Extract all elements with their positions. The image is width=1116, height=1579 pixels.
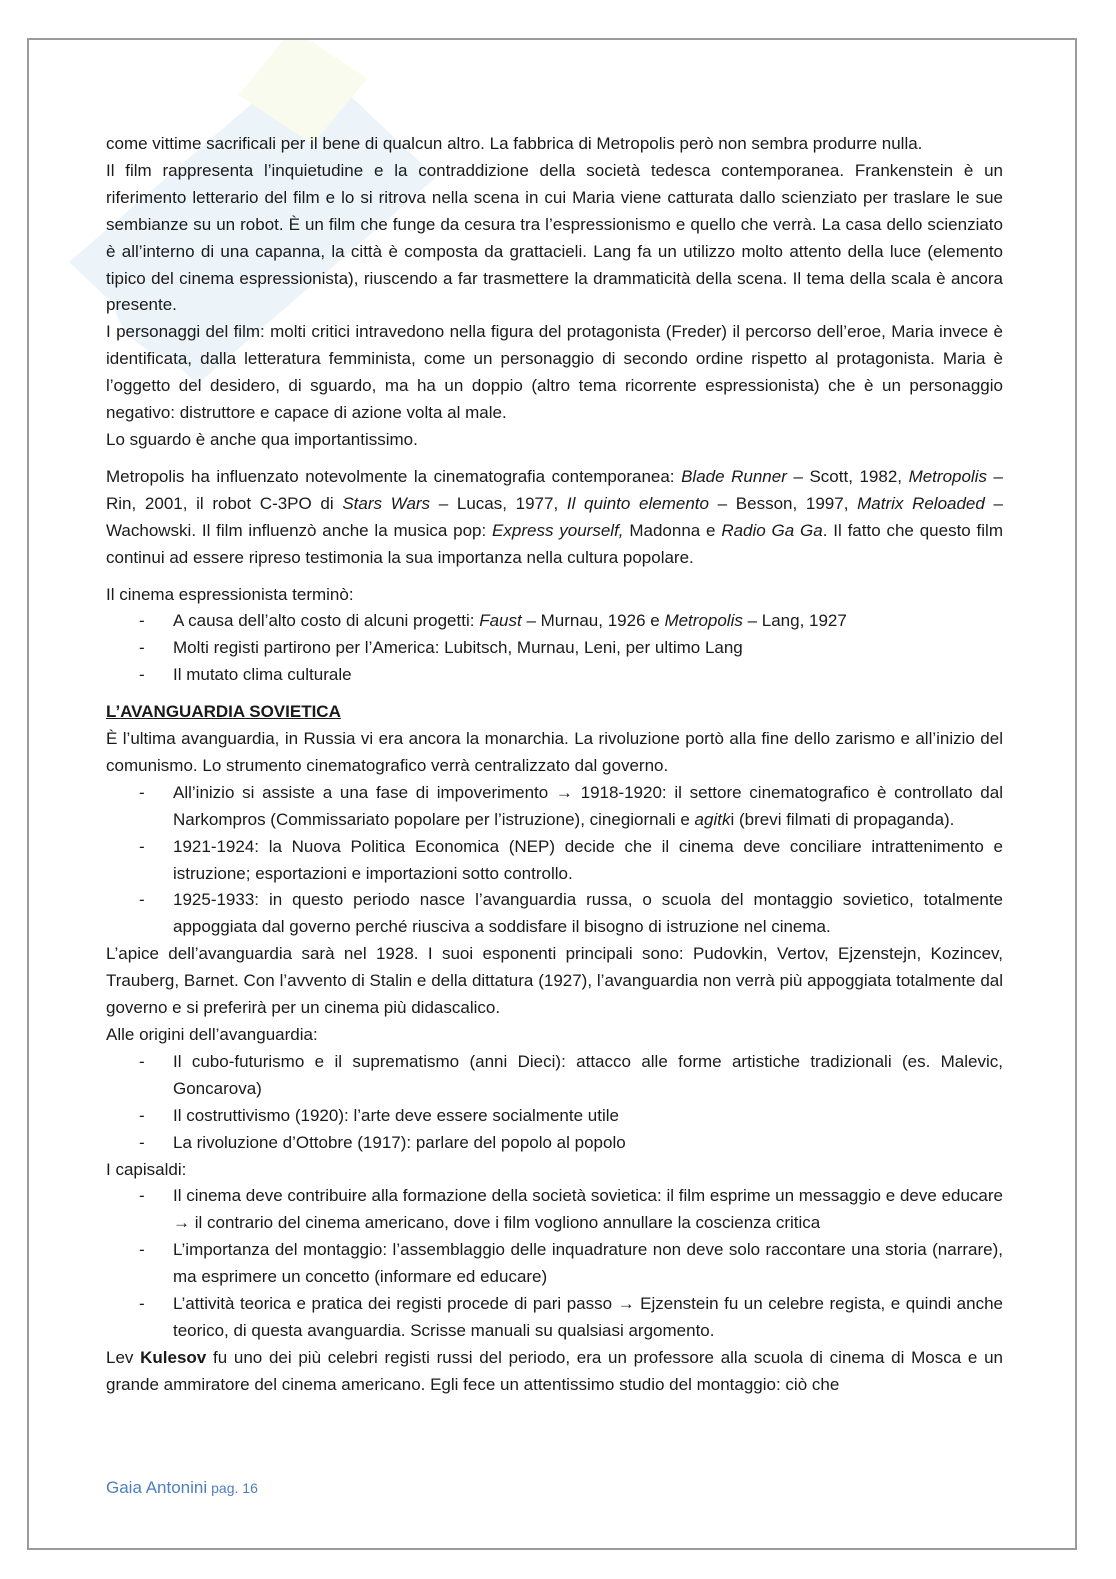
list-item: - All’inizio si assiste a una fase di impoverimento → 1918-1920: il settore cinematografico è controllato dal Narkompros (Commissariato popolare per l’istruzione), cinegiornali e agitki (brevi filmati di propaganda). [106, 780, 1003, 834]
influence-paragraph: Metropolis ha influenzato notevolmente la cinematografia contemporanea: Blade Runner – Scott, 1982, Metropolis – Rin, 2001, il robot C-3PO di Stars Wars – Lucas, 1977, Il quinto elemento – Besson, 1997, Matrix Reloaded – Wachowski. Il film influenzò anche la musica pop: Express yourself, Madonna e Radio Ga Ga. Il fatto che questo film continui ad essere ripreso testimonia la sua importanza nella cultura popolare. [106, 466, 1003, 567]
principles-list [106, 1183, 1003, 1344]
paragraph: Lo sguardo è anche qua importantissimo. [106, 429, 418, 449]
list-item: - Il cinema deve contribuire alla formazione della società sovietica: il film esprime un messaggio e deve educare → il contrario del cinema americano, dove i film vogliono annullare la coscienza critica [106, 1183, 1003, 1237]
page-number: pag. 16 [211, 1480, 258, 1496]
list-item: - Il costruttivismo (1920): l’arte deve essere socialmente utile [106, 1103, 1003, 1130]
page-footer [106, 1478, 258, 1498]
list-item: - Il cubo-futurismo e il suprematismo (anni Dieci): attacco alle forme artistiche tradizionali (es. Malevic, Goncarova) [106, 1049, 1003, 1103]
end-reasons-list [106, 608, 1003, 689]
paragraph: L’apice dell’avanguardia sarà nel 1928. I suoi esponenti principali sono: Pudovkin, Vertov, Ejzenstejn, Kozincev, Trauberg, Barnet. Con l’avvento di Stalin e della dittatura (1927), l’avanguardia non verrà più appoggiata totalmente dal governo e si preferirà per un cinema più didascalico. [106, 944, 1003, 1018]
section-heading: L’AVANGUARDIA SOVIETICA [106, 702, 341, 722]
list-item: - Molti registi partirono per l’America: Lubitsch, Murnau, Leni, per ultimo Lang [106, 635, 1003, 662]
list-item: - 1921-1924: la Nuova Politica Economica (NEP) decide che il cinema deve conciliare intrattenimento e istruzione; esportazioni e importazioni sotto controllo. [106, 834, 1003, 888]
paragraph: I personaggi del film: molti critici intravedono nella figura del protagonista (Freder) il percorso dell’eroe, Maria invece è identificata, dalla letteratura femminista, come un personaggio di secondo ordine rispetto al protagonista. Maria è l’oggetto del desidero, di sguardo, ma ha un doppio (altro tema ricorrente espressionista) che è un personaggio negativo: distruttore e capace di azione volta al male. [106, 322, 1003, 423]
paragraph: Il film rappresenta l’inquietudine e la contraddizione della società tedesca contemporanea. Frankenstein è un riferimento letterario del film e lo si ritrova nella scena in cui Maria viene catturata dallo scienziato per traslare le sue sembianze su un robot. È un film che funge da cesura tra l’espressionismo e quello che verrà. La casa dello scienziato è all’interno di una capanna, la città è composta da grattacieli. Lang fa un utilizzo molto attento della luce (elemento tipico del cinema espressionista), riuscendo a far trasmettere la drammaticità della scena. Il tema della scala è ancora presente. [106, 160, 1003, 315]
list-intro: Il cinema espressionista terminò: [106, 584, 354, 604]
phases-list [106, 780, 1003, 941]
list-intro: Alle origini dell’avanguardia: [106, 1025, 318, 1044]
list-item: - 1925-1933: in questo periodo nasce l’avanguardia russa, o scuola del montaggio sovietico, totalmente appoggiata dal governo perché riusciva a soddisfare il bisogno di istruzione nel cinema. [106, 887, 1003, 941]
paragraph: Lev Kulesov fu uno dei più celebri registi russi del periodo, era un professore alla scuola di cinema di Mosca e un grande ammiratore del cinema americano. Egli fece un attentissimo studio del montaggio: ciò che [106, 1347, 1003, 1394]
origins-list [106, 1049, 1003, 1157]
list-item: - La rivoluzione d’Ottobre (1917): parlare del popolo al popolo [106, 1130, 1003, 1157]
list-item: - A causa dell’alto costo di alcuni progetti: Faust – Murnau, 1926 e Metropolis – Lang, 1927 [106, 608, 1003, 635]
list-item: - L’importanza del montaggio: l’assemblaggio delle inquadrature non deve solo raccontare una storia (narrare), ma esprimere un concetto (informare ed educare) [106, 1237, 1003, 1291]
document-body [106, 131, 1003, 1399]
list-item: - L’attività teorica e pratica dei registi procede di pari passo → Ejzenstein fu un celebre regista, e quindi anche teorico, di questa avanguardia. Scrisse manuali su qualsiasi argomento. [106, 1291, 1003, 1345]
footer-author: Gaia Antonini [106, 1478, 208, 1497]
list-intro: I capisaldi: [106, 1159, 187, 1179]
paragraph: È l’ultima avanguardia, in Russia vi era ancora la monarchia. La rivoluzione portò alla fine dello zarismo e all’inizio del comunismo. Lo strumento cinematografico verrà centralizzato dal governo. [106, 729, 1003, 775]
list-item: - Il mutato clima culturale [106, 662, 1003, 689]
paragraph: come vittime sacrificali per il bene di qualcun altro. La fabbrica di Metropolis però non sembra produrre nulla. [106, 134, 923, 153]
